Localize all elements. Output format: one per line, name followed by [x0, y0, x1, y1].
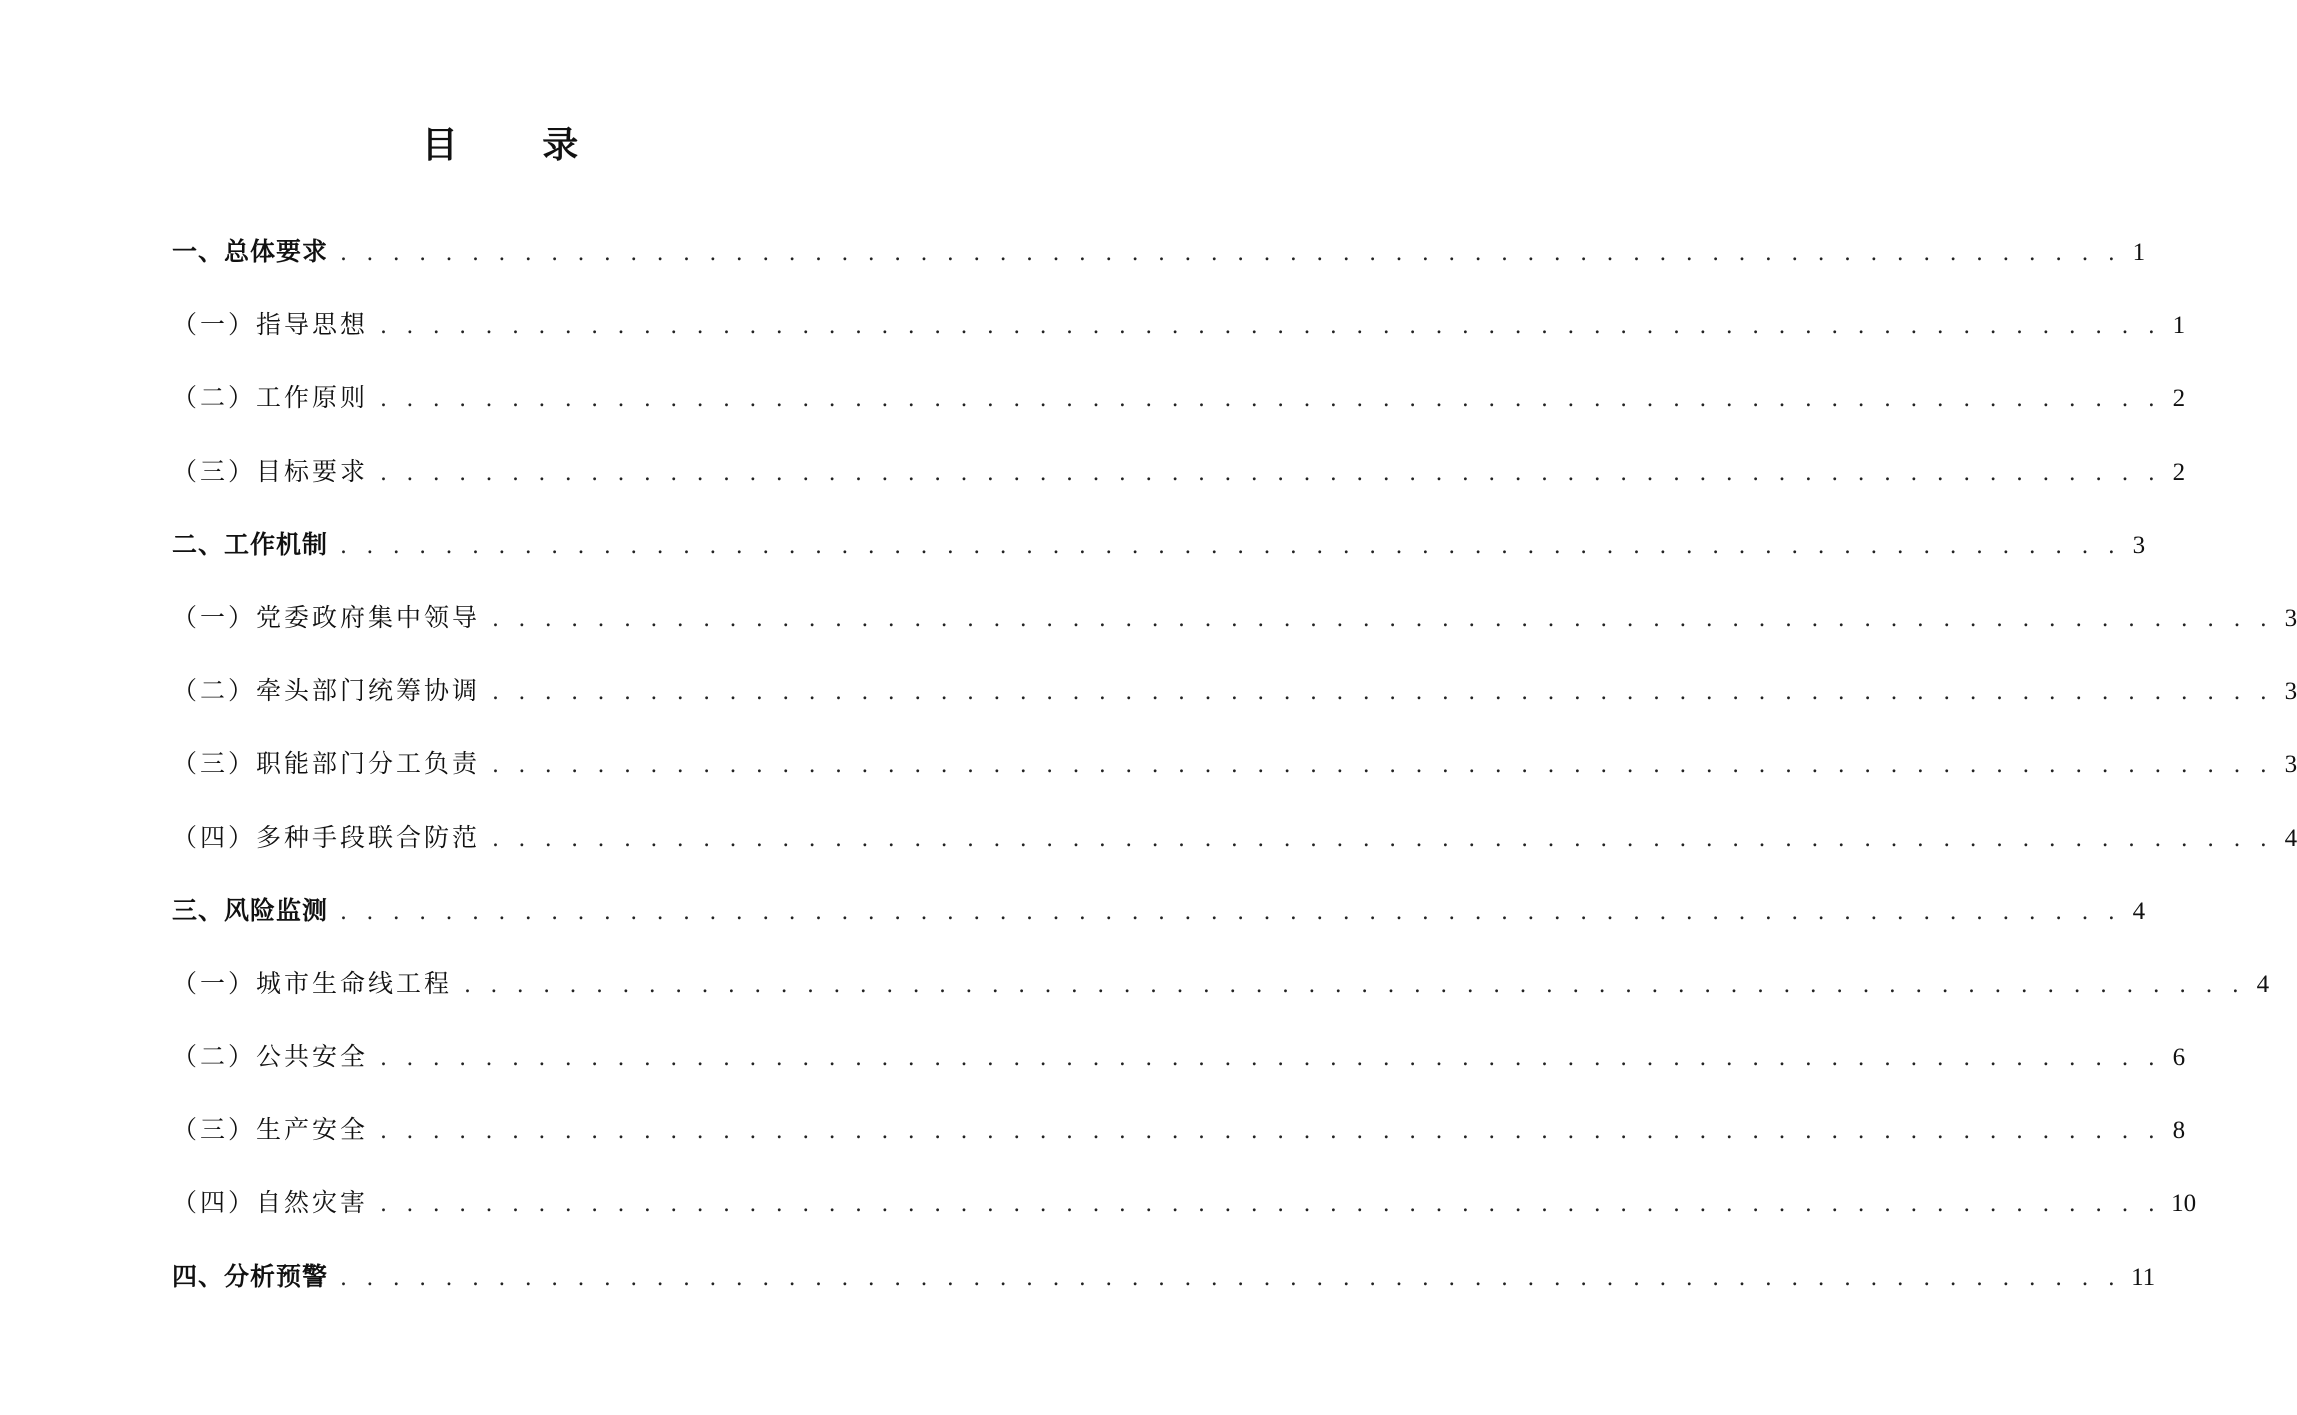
toc-subsection-entry[interactable]: [172, 452, 2186, 525]
toc-subsection-entry[interactable]: [172, 598, 2297, 671]
dot-leader: . . . . . . . . . . . . . . . . . . . . . . . . . . . . . . . . . . . . . . . . . . . . . . . . . . . . . . . . . . . . . . . . . . . .: [380, 1046, 2162, 1072]
toc-section-heading[interactable]: [172, 1257, 2156, 1330]
toc-section-heading[interactable]: [172, 891, 2146, 964]
toc-entry-label: （四）多种手段联合防范: [172, 822, 481, 852]
dot-leader: . . . . . . . . . . . . . . . . . . . . . . . . . . . . . . . . . . . . . . . . . . . . . . . . . . . . . . . . . . . . . . . . . . . .: [492, 680, 2274, 706]
toc-subsection-entry[interactable]: [172, 744, 2297, 817]
toc-entry-label: 三、风险监测: [172, 895, 329, 925]
toc-entry-label: （一）城市生命线工程: [172, 968, 453, 998]
toc-entry-label: （一）指导思想: [172, 310, 369, 340]
toc-entry-page-number: 11: [2131, 1263, 2156, 1291]
toc-entry-page-number: 4: [2284, 824, 2297, 852]
toc-entry-label: 一、总体要求: [172, 237, 329, 266]
toc-entry-label: （四）自然灾害: [172, 1188, 369, 1218]
toc-entry-page-number: 3: [2284, 604, 2297, 632]
toc-subsection-entry[interactable]: [172, 1110, 2186, 1183]
toc-subsection-entry[interactable]: [172, 671, 2297, 744]
toc-entry-page-number: 2: [2172, 458, 2186, 486]
toc-entry-page-number: 4: [2132, 897, 2146, 925]
dot-leader: . . . . . . . . . . . . . . . . . . . . . . . . . . . . . . . . . . . . . . . . . . . . . . . . . . . . . . . . . . . . . . . . . . . .: [380, 314, 2162, 340]
dot-leader: . . . . . . . . . . . . . . . . . . . . . . . . . . . . . . . . . . . . . . . . . . . . . . . . . . . . . . . . . . . . . . . . . . . .: [380, 387, 2162, 413]
toc-subsection-entry[interactable]: [172, 818, 2297, 891]
toc-entry-page-number: 3: [2284, 678, 2297, 706]
toc-entry-page-number: 3: [2132, 531, 2146, 559]
toc-section-heading[interactable]: [172, 525, 2146, 598]
dot-leader: . . . . . . . . . . . . . . . . . . . . . . . . . . . . . . . . . . . . . . . . . . . . . . . . . . . . . . . . . . . . . . . . . . . .: [340, 1265, 2122, 1291]
toc-entry-page-number: 6: [2172, 1044, 2186, 1072]
toc-entry-label: 四、分析预警: [172, 1261, 329, 1291]
page-title: 目 录: [421, 125, 615, 166]
toc-entry-page-number: 3: [2284, 751, 2297, 779]
toc-list: [172, 232, 2297, 1330]
dot-leader: . . . . . . . . . . . . . . . . . . . . . . . . . . . . . . . . . . . . . . . . . . . . . . . . . . . . . . . . . . . . . . . . . . . .: [464, 972, 2246, 998]
dot-leader: . . . . . . . . . . . . . . . . . . . . . . . . . . . . . . . . . . . . . . . . . . . . . . . . . . . . . . . . . . . . . . . . . . . .: [380, 1119, 2162, 1145]
toc-entry-page-number: 8: [2172, 1117, 2186, 1145]
toc-subsection-entry[interactable]: [172, 1037, 2186, 1110]
toc-entry-label: （三）生产安全: [172, 1115, 369, 1145]
toc-entry-label: （一）党委政府集中领导: [172, 602, 481, 632]
dot-leader: . . . . . . . . . . . . . . . . . . . . . . . . . . . . . . . . . . . . . . . . . . . . . . . . . . . . . . . . . . . . . . . . . . . .: [340, 899, 2122, 925]
toc-entry-label: （三）职能部门分工负责: [172, 749, 481, 779]
dot-leader: . . . . . . . . . . . . . . . . . . . . . . . . . . . . . . . . . . . . . . . . . . . . . . . . . . . . . . . . . . . . . . . . . . . .: [340, 241, 2122, 266]
toc-entry-label: （二）工作原则: [172, 383, 369, 413]
toc-subsection-entry[interactable]: [172, 305, 2186, 378]
toc-subsection-entry[interactable]: [172, 1183, 2197, 1256]
toc-entry-label: （二）牵头部门统筹协调: [172, 676, 481, 706]
dot-leader: . . . . . . . . . . . . . . . . . . . . . . . . . . . . . . . . . . . . . . . . . . . . . . . . . . . . . . . . . . . . . . . . . . . .: [380, 1192, 2162, 1218]
toc-entry-label: （二）公共安全: [172, 1042, 369, 1072]
toc-entry-page-number: 1: [2132, 239, 2146, 266]
dot-leader: . . . . . . . . . . . . . . . . . . . . . . . . . . . . . . . . . . . . . . . . . . . . . . . . . . . . . . . . . . . . . . . . . . . .: [380, 460, 2162, 486]
toc-entry-page-number: 1: [2172, 312, 2186, 340]
toc-section-heading[interactable]: [172, 232, 2146, 305]
toc-entry-label: （三）目标要求: [172, 456, 369, 486]
toc-entry-label: 二、工作机制: [172, 529, 329, 559]
dot-leader: . . . . . . . . . . . . . . . . . . . . . . . . . . . . . . . . . . . . . . . . . . . . . . . . . . . . . . . . . . . . . . . . . . . .: [492, 606, 2274, 632]
toc-subsection-entry[interactable]: [172, 964, 2270, 1037]
toc-subsection-entry[interactable]: [172, 378, 2186, 451]
toc-entry-page-number: 2: [2172, 385, 2186, 413]
toc-entry-page-number: 10: [2171, 1190, 2197, 1218]
dot-leader: . . . . . . . . . . . . . . . . . . . . . . . . . . . . . . . . . . . . . . . . . . . . . . . . . . . . . . . . . . . . . . . . . . . .: [492, 753, 2274, 779]
toc-entry-page-number: 4: [2256, 970, 2270, 998]
dot-leader: . . . . . . . . . . . . . . . . . . . . . . . . . . . . . . . . . . . . . . . . . . . . . . . . . . . . . . . . . . . . . . . . . . . .: [492, 826, 2274, 852]
dot-leader: . . . . . . . . . . . . . . . . . . . . . . . . . . . . . . . . . . . . . . . . . . . . . . . . . . . . . . . . . . . . . . . . . . . .: [340, 533, 2122, 559]
